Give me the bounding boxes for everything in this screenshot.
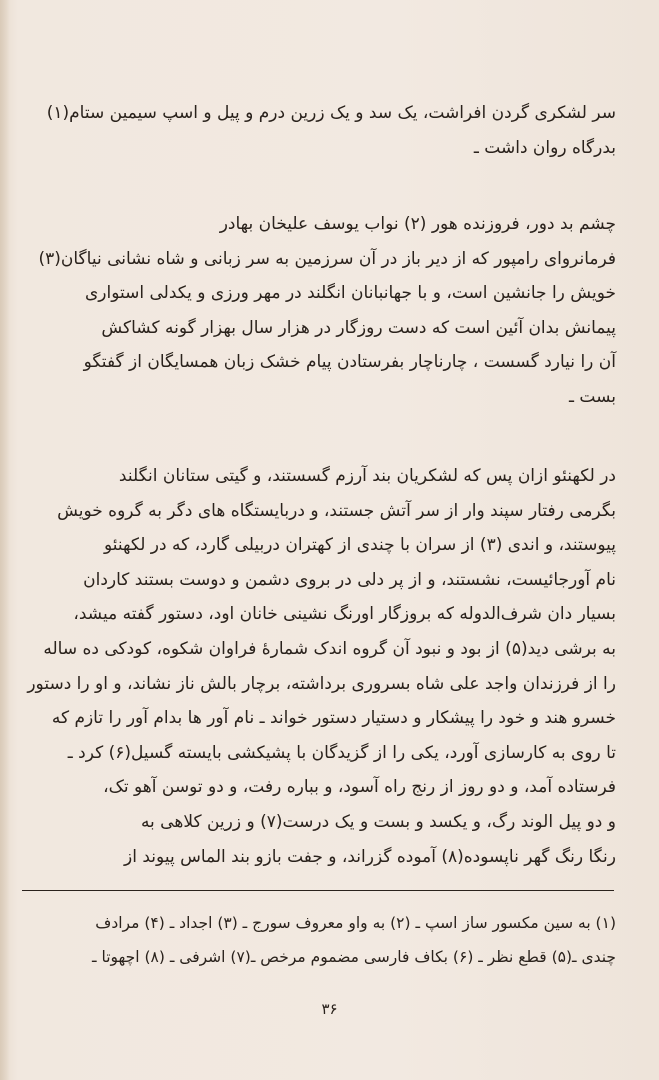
text-line: نام آورجائیست، نشستند، و از پر دلی در بروی دشمن و دوست بستند کاردان	[83, 569, 616, 590]
footnote-line: چندی ـ(۵) قطع نظر ـ (۶) بکاف فارسی مضموم مرخص ـ(۷) اشرفی ـ (۸) اچھوتا ـ	[92, 948, 616, 966]
paragraph-3	[27, 459, 616, 874]
text-line: بست ـ	[569, 386, 616, 407]
text-line: بسیار دان شرف‌الدوله که بروزگار اورنگ نشینی خانان اود، دستور گفته میشد،	[73, 604, 616, 625]
footnote-line: (۱) به سین مکسور ساز اسپ ـ (۲) به واو معروف سورج ـ (۳) اجداد ـ (۴) مرادف	[95, 914, 616, 932]
footnotes	[34, 906, 616, 974]
text-line: پیوستند، و اندی (۳) از سران با چندی از کهتران دربیلی گارد، که در لکهنئو	[103, 535, 616, 556]
text-line: و دو پیل الوند رگ، و یکسد و بست و یک درست(۷) و زرین کلاهی به	[140, 811, 616, 832]
text-line: سر لشکری گردن افراشت، یک سد و یک زرین درم و پیل و اسپ سیمین ستام(۱)	[46, 103, 616, 123]
text-line: بدرگاه روان داشت ـ	[473, 137, 616, 158]
paragraph-2	[38, 207, 616, 415]
page-number: ۳۶	[321, 1000, 338, 1018]
text-line: را از فرزندان واجد علی شاه بسروری برداشته، برچار بالش ناز نشاند، و او را دستور	[27, 673, 616, 694]
text-line: تا روی به کارسازی آورد، یکی را از گزیدگان با پشیکشی بایسته گسیل(۶) کرد ـ	[67, 742, 616, 763]
text-line: آن را نیارد گسست ، چارناچار بفرستادن پیام خشک زبان همسایگان از گفتگو	[83, 352, 616, 373]
text-line: رنگا رنگ گهر نا‌پسوده(۸) آموده گزراند، و جفت بازو بند الماس پیوند از	[124, 846, 616, 867]
paragraph-1	[44, 96, 616, 165]
text-line: خسرو هند و خود را پیشکار و دستیار دستور خواند ـ نام آور ها بدام آور را تازم که	[51, 708, 616, 729]
text-line: پیمانش بدان آئین است که دست روزگار در هزار سال بهزار گونه کشاکش	[101, 317, 616, 338]
text-line: خویش را جانشین است، و با جهانبانان انگلند در مهر ورزی و یکدلی استواری	[84, 283, 616, 304]
text-line: به برشی دید(۵) از بود و نبود آن گروه اندک شمارهٔ فراوان شکوه، کودکی ده ساله	[43, 638, 616, 659]
text-line: بگرمی رفتار سپند وار از سر آتش جستند، و دربایستگاه های دگر به گروه خویش	[57, 500, 616, 521]
text-line: فرستاده آمد، و دو روز از رنج راه آسود، و بباره رفت، و دو توسن آهو تک،	[103, 777, 616, 798]
text-line: چشم بد دور، فروزنده هور (۲) نواب یوسف علیخان بهادر	[219, 214, 616, 234]
text-line: فرمانروای رامپور که از دیر باز در آن سرزمین به سر زبانی و شاه نشانی نیاگان(۳)	[38, 248, 616, 269]
footnote-divider	[22, 890, 614, 891]
page-binding-shadow	[0, 0, 10, 1080]
text-line: در لکهنئو ازان پس که لشکریان بند آرزم گسستند، و گیتی ستانان انگلند	[118, 466, 616, 486]
